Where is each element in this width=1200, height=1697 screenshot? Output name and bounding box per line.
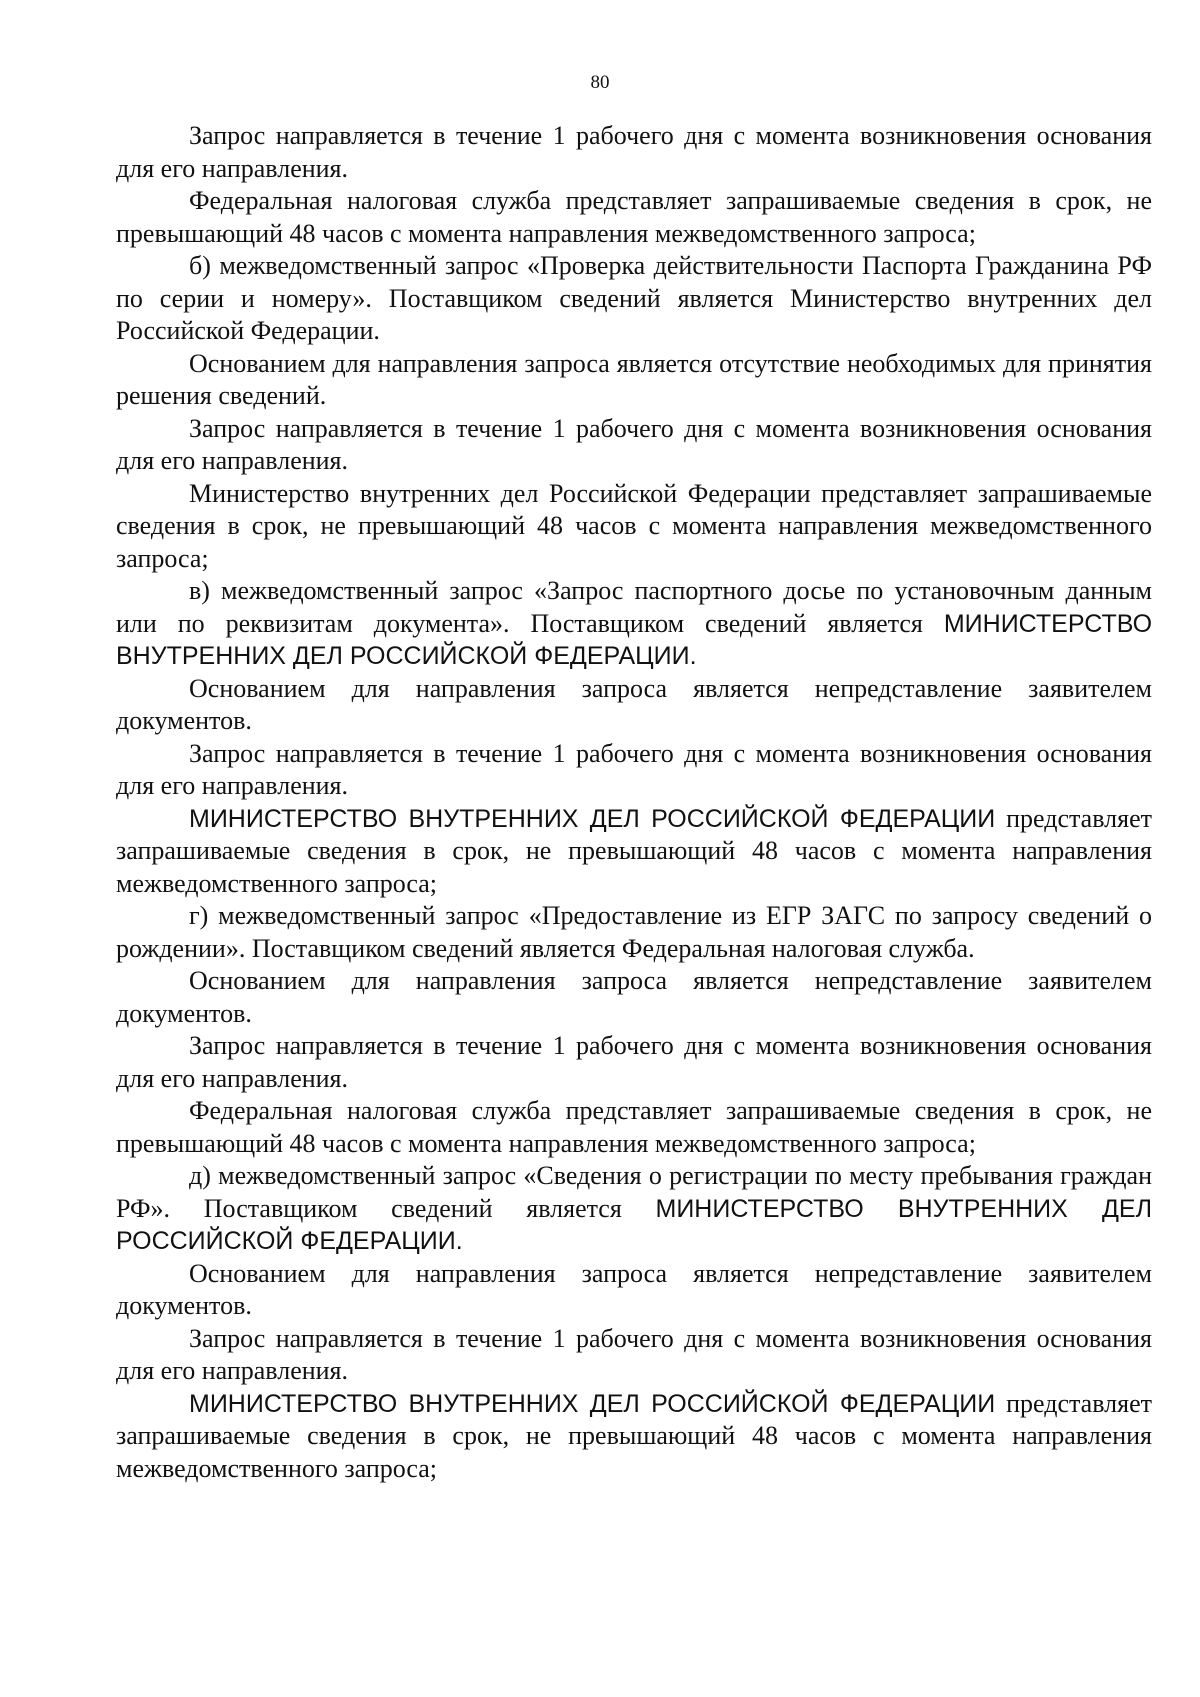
paragraph <box>116 348 1152 413</box>
paragraph <box>116 1388 1152 1486</box>
paragraph-text: Запрос направляется в течение 1 рабочего дня с момента возникновения основания для его направления. <box>116 1031 1152 1093</box>
agency-name-uppercase: МИНИСТЕРСТВО ВНУТРЕННИХ ДЕЛ РОССИЙСКОЙ ФЕДЕРАЦИИ. <box>116 609 1153 670</box>
paragraph-text: Основанием для направления запроса является непредставление заявителем документов. <box>116 673 1152 735</box>
paragraph <box>116 120 1152 185</box>
paragraph <box>116 478 1152 576</box>
paragraph-text: Федеральная налоговая служба представляет запрашиваемые сведения в срок, не превышающий 48 часов с момента направления межведомственного запроса; <box>116 186 1152 248</box>
paragraph-text: представляет запрашиваемые сведения в срок, не превышающий 48 часов с момента направления межведомственного запроса; <box>116 803 1152 898</box>
paragraph-text: Основанием для направления запроса является непредставление заявителем документов. <box>116 966 1152 1028</box>
document-body <box>116 120 1152 1485</box>
paragraph <box>116 738 1152 803</box>
agency-name-uppercase: МИНИСТЕРСТВО ВНУТРЕННИХ ДЕЛ РОССИЙСКОЙ ФЕДЕРАЦИИ. <box>116 1194 1153 1255</box>
paragraph-text: Основанием для направления запроса является непредставление заявителем документов. <box>116 1258 1152 1320</box>
paragraph-text: Федеральная налоговая служба представляет запрашиваемые сведения в срок, не превышающий 48 часов с момента направления межведомственного запроса; <box>116 1096 1152 1158</box>
paragraph <box>116 1030 1152 1095</box>
paragraph <box>116 900 1152 965</box>
paragraph-text: Министерство внутренних дел Российской Федерации представляет запрашиваемые сведения в срок, не превышающий 48 часов с момента направления межведомственного запроса; <box>116 478 1152 573</box>
paragraph <box>116 803 1152 901</box>
paragraph <box>116 965 1152 1030</box>
agency-name-uppercase: МИНИСТЕРСТВО ВНУТРЕННИХ ДЕЛ РОССИЙСКОЙ ФЕДЕРАЦИИ <box>189 804 996 833</box>
paragraph-text: Запрос направляется в течение 1 рабочего дня с момента возникновения основания для его направления. <box>116 121 1152 183</box>
paragraph-text: Запрос направляется в течение 1 рабочего дня с момента возникновения основания для его направления. <box>116 1323 1152 1385</box>
page-number: 80 <box>590 72 610 93</box>
paragraph <box>116 413 1152 478</box>
paragraph-text: д) межведомственный запрос «Сведения о регистрации по месту пребывания граждан РФ». Поставщиком сведений является <box>116 1161 1152 1223</box>
paragraph-text: Запрос направляется в течение 1 рабочего дня с момента возникновения основания для его направления. <box>116 738 1152 800</box>
paragraph <box>116 1095 1152 1160</box>
paragraph <box>116 1323 1152 1388</box>
paragraph <box>116 575 1152 673</box>
paragraph <box>116 250 1152 348</box>
agency-name-uppercase: МИНИСТЕРСТВО ВНУТРЕННИХ ДЕЛ РОССИЙСКОЙ ФЕДЕРАЦИИ <box>189 1389 996 1418</box>
paragraph <box>116 185 1152 250</box>
paragraph-text: в) межведомственный запрос «Запрос паспортного досье по установочным данным или по реквизитам документа». Поставщиком сведений является <box>116 576 1152 638</box>
paragraph-text: Основанием для направления запроса является отсутствие необходимых для принятия решения сведений. <box>116 348 1152 410</box>
paragraph-text: б) межведомственный запрос «Проверка действительности Паспорта Гражданина РФ по серии и номеру». Поставщиком сведений является Министерство внутренних дел Российской Федерации. <box>116 251 1152 345</box>
paragraph-text: представляет запрашиваемые сведения в срок, не превышающий 48 часов с момента направления межведомственного запроса; <box>116 1388 1152 1483</box>
paragraph <box>116 673 1152 738</box>
paragraph-text: г) межведомственный запрос «Предоставление из ЕГР ЗАГС по запросу сведений о рождении». Поставщиком сведений является Федеральная налоговая служба. <box>116 901 1152 963</box>
paragraph <box>116 1258 1152 1323</box>
paragraph <box>116 1160 1152 1258</box>
paragraph-text: Запрос направляется в течение 1 рабочего дня с момента возникновения основания для его направления. <box>116 413 1152 475</box>
